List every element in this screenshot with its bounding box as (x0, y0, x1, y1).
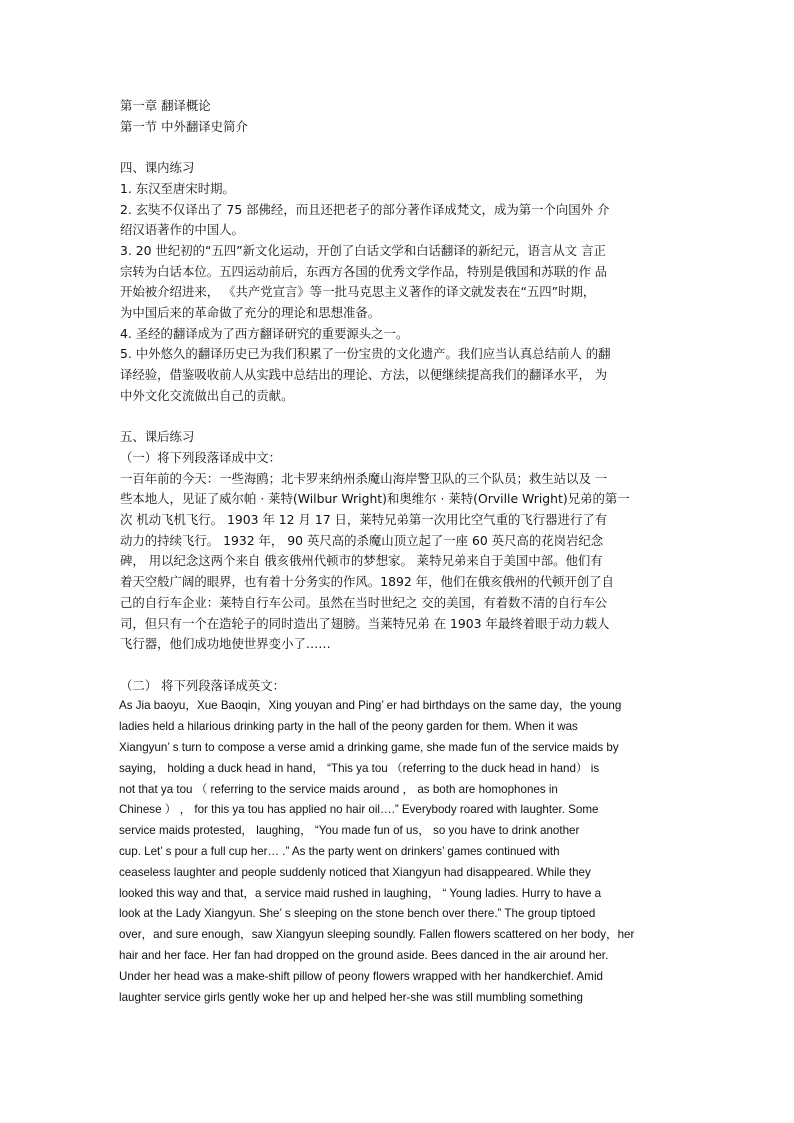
paragraph-line: 碑， 用以纪念这两个来自 俄亥俄州代顿市的梦想家。 莱特兄弟来自于美国中部。他们有 (120, 553, 603, 569)
part2-title: （二） 将下列段落译成英文： (120, 677, 286, 693)
english-line: Under her head was a make-shift pillow of peony flowers wrapped with her handkerchief. Amid (119, 969, 603, 983)
answer-line: 宗转为白话本位。五四运动前后，东西方各国的优秀文学作品，特别是俄国和苏联的作 品 (120, 263, 608, 279)
after-class-title: 五、课后练习 (120, 429, 195, 445)
paragraph-line: 次 机动飞机飞行。 1903 年 12 月 17 日，莱特兄弟第一次用比空气重的飞行器进行了有 (120, 512, 608, 528)
part1-title: （一）将下列段落译成中文： (120, 449, 282, 465)
english-line: not that ya tou （ referring to the service maids around ， as both are homophones in (119, 782, 558, 796)
answer-line: 绍汉语著作的中国人。 (120, 222, 244, 238)
answer-line: 开始被介绍进来， 《共产党宣言》等一批马克思主义著作的译文就发表在“五四”时期， (120, 284, 596, 300)
english-line: saying， holding a duck head in hand， “This ya tou （referring to the duck head in hand） is (119, 761, 600, 775)
english-line: hair and her face. Her fan had dropped on the ground aside. Bees danced in the air around her. (119, 948, 609, 962)
spacer (120, 137, 674, 158)
paragraph-line: 动力的持续飞行。 1932 年， 90 英尺高的杀魔山顶立起了一座 60 英尺高的花岗岩纪念 (120, 532, 604, 548)
english-line: laughter service girls gently woke her up and helped her-she was still mumbling something (119, 990, 583, 1004)
part2-paragraph (119, 696, 674, 1008)
paragraph-line: 些本地人，见证了威尔帕 · 莱特(Wilbur Wright)和奥维尔 · 莱特(Orville Wright)兄弟的第一 (120, 491, 630, 507)
answer-line: 1. 东汉至唐宋时期。 (120, 180, 235, 196)
english-line: over，and sure enough，saw Xiangyun sleeping soundly. Fallen flowers scattered on her body，her (119, 928, 635, 942)
chapter-title: 第一章 翻译概论 (120, 98, 211, 113)
spacer (120, 655, 674, 676)
english-line: look at the Lady Xiangyun. She’ s sleeping on the stone bench over there.” The group tiptoed (119, 907, 596, 921)
spacer (120, 407, 674, 428)
in-class-title: 四、课内练习 (120, 160, 195, 176)
paragraph-line: 飞行器，他们成功地使世界变小了…… (120, 636, 331, 652)
paragraph-line: 司，但只有一个在造轮子的同时造出了翅膀。当莱特兄弟 在 1903 年最终着眼于动力载人 (120, 615, 610, 631)
english-line: Xiangyun’ s turn to compose a verse amid a drinking game, she made fun of the service maids by (119, 740, 619, 754)
document-page (120, 96, 674, 1008)
paragraph-line: 着天空般广阔的眼界，也有着十分务实的作风。1892 年，他们在俄亥俄州的代顿开创了自 (120, 574, 614, 590)
answer-line: 2. 玄奘不仅译出了 75 部佛经，而且还把老子的部分著作译成梵文，成为第一个向国外 介 (120, 201, 610, 217)
in-class-answers (120, 179, 674, 407)
paragraph-line: 一百年前的今天：一些海鸥；北卡罗来纳州杀魔山海岸警卫队的三个队员；救生站以及 一 (120, 470, 608, 486)
answer-line: 为中国后来的革命做了充分的理论和思想准备。 (120, 305, 381, 321)
answer-line: 3. 20 世纪初的“五四”新文化运动，开创了白话文学和白话翻译的新纪元，语言从文 言正 (120, 242, 606, 258)
answer-line: 中外文化交流做出自己的贡献。 (120, 387, 294, 403)
section-title: 第一节 中外翻译史简介 (120, 118, 248, 134)
english-line: ladies held a hilarious drinking party in the hall of the peony garden for them. When it was (119, 720, 578, 734)
english-line: As Jia baoyu，Xue Baoqin，Xing youyan and Ping’ er had birthdays on the same day，the young (119, 699, 622, 713)
english-line: looked this way and that，a service maid rushed in laughing， “ Young ladies. Hurry to have a (119, 886, 602, 900)
answer-line: 5. 中外悠久的翻译历史已为我们积累了一份宝贵的文化遗产。我们应当认真总结前人 的翻 (120, 346, 611, 362)
paragraph-line: 己的自行车企业：莱特自行车公司。虽然在当时世纪之 交的美国，有着数不清的自行车公 (120, 594, 608, 610)
english-line: ceaseless laughter and people suddenly noticed that Xiangyun had disappeared. While they (119, 865, 591, 879)
english-line: Chinese ） ， for this ya tou has applied no hair oil….” Everybody roared with laughter. Some (119, 803, 599, 817)
english-line: service maids protested， laughing， “You made fun of us， so you have to drink another (119, 824, 580, 838)
part1-paragraph (120, 469, 674, 655)
answer-line: 4. 圣经的翻译成为了西方翻译研究的重要源头之一。 (120, 325, 409, 341)
answer-line: 译经验，借鉴吸收前人从实践中总结出的理论、方法，以便继续提高我们的翻译水平， 为 (120, 367, 608, 383)
english-line: cup. Let’ s pour a full cup her… .” As the party went on drinkers’ games continued with (119, 844, 560, 858)
